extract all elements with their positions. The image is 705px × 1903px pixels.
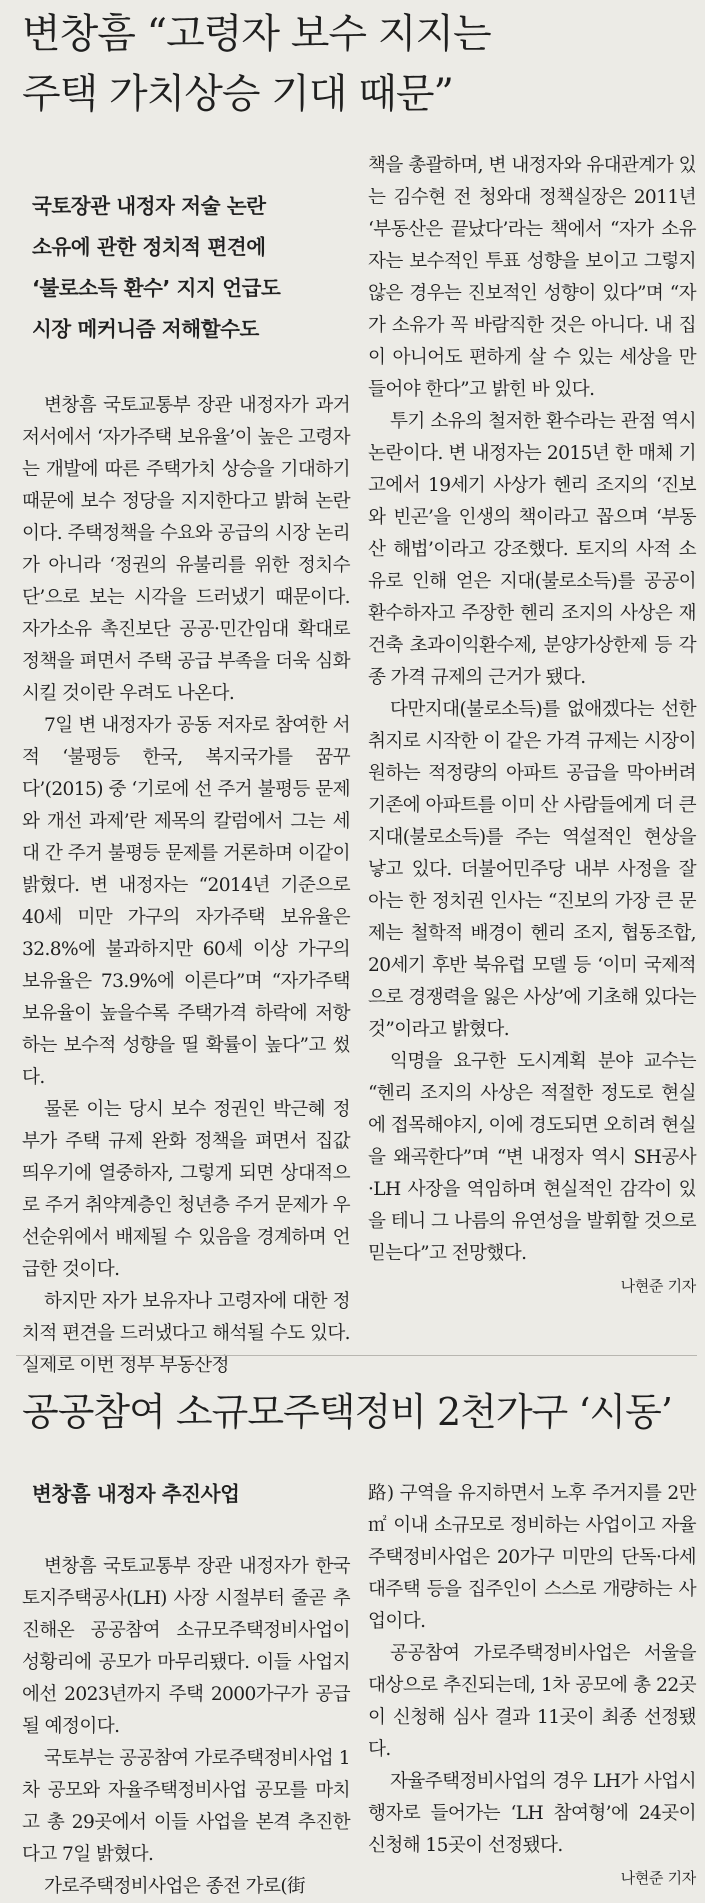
headline-1: [22, 4, 695, 124]
body-paragraph: 익명을 요구한 도시계획 분야 교수는 “헨리 조지의 사상은 적절한 정도로 현실에 접목해야지, 이에 경도되면 오히려 현실을 왜곡한다”며 “변 내정자 역시 SH공사·LH 사장을 역임하며 현실적인 감각이 있을 테니 그 나름의 유연성을 발휘할 것으로 믿는다”고 전망했다.: [368, 1051, 696, 1264]
body-paragraph: 변창흠 국토교통부 장관 내정자가 과거 저서에서 ‘자가주택 보유율’이 높은 고령자는 개발에 따른 주택가치 상승을 기대하기 때문에 보수 정당을 지지한다고 밝혀 논란이다. 주택정책을 수요와 공급의 시장 논리가 아니라 ‘정권의 유불리를 위한 정치수단’으로 보는 시각을 드러냈기 때문이다. 자가소유 촉진보단 공공·민간임대 확대로 정책을 펴면서 주택 공급 부족을 더욱 심화시킬 것이란 우려도 나온다.: [22, 395, 350, 704]
body-paragraph-continued: 路) 구역을 유지하면서 노후 주거지를 2만㎡ 이내 소규모로 정비하는 사업이고 자율주택정비사업은 20가구 미만의 단독·다세대주택 등을 집주인이 스스로 개량하는 사업이다.: [368, 1483, 696, 1632]
article-1-left-column: [22, 186, 350, 1382]
body-paragraph: 7일 변 내정자가 공동 저자로 참여한 서적 ‘불평등 한국, 복지국가를 꿈꾸다’(2015) 중 ‘기로에 선 주거 불평등 문제와 개선 과제’란 제목의 칼럼에서 그는 세대 간 주거 불평등 문제를 거론하며 이같이 밝혔다. 변 내정자는 “2014년 기준으로 40세 미만 가구의 자가주택 보유율은 32.8%에 불과하지만 60세 이상 가구의 보유율은 73.9%에 이른다”며 “자가주택 보유율이 높을수록 주택가격 하락에 저항하는 보수적 성향을 띨 확률이 높다”고 썼다.: [22, 715, 350, 1088]
body-paragraph: 변창흠 국토교통부 장관 내정자가 한국토지주택공사(LH) 사장 시절부터 줄곧 추진해온 공공참여 소규모주택정비사업이 성황리에 공모가 마무리됐다. 이들 사업지에선 2023년까지 주택 2000가구가 공급될 예정이다.: [22, 1556, 350, 1737]
byline: 나현준 기자: [620, 1869, 696, 1887]
body-paragraph: 공공참여 가로주택정비사업은 서울을 대상으로 추진되는데, 1차 공모에 총 22곳이 신청해 심사 결과 11곳이 최종 선정됐다.: [368, 1643, 696, 1760]
body-paragraph: 자율주택정비사업의 경우 LH가 사업시행자로 들어가는 ‘LH 참여형’에 24곳이 신청해 15곳이 선정됐다.: [368, 1771, 696, 1856]
subhead: 국토장관 내정자 저술 논란: [32, 194, 266, 218]
subhead: ‘불로소득 환수’ 지지 언급도: [32, 276, 281, 300]
byline: 나현준 기자: [620, 1277, 696, 1295]
headline-2: 공공참여 소규모주택정비 2천가구 ‘시동’: [22, 1390, 672, 1434]
subhead: 소유에 관한 정치적 편견에: [32, 235, 266, 259]
body-paragraph: 다만지대(불로소득)를 없애겠다는 선한 취지로 시작한 이 같은 가격 규제는 시장이 원하는 적정량의 아파트 공급을 막아버려 기존에 아파트를 이미 산 사람들에게 더 큰 지대(불로소득)를 주는 역설적인 현상을 낳고 있다. 더불어민주당 내부 사정을 잘 아는 한 정치권 인사는 “진보의 가장 큰 문제는 철학적 배경이 헨리 조지, 협동조합, 20세기 후반 북유럽 모델 등 ‘이미 국제적으로 경쟁력을 잃은 사상’에 기초해 있다는 것”이라고 밝혔다.: [368, 699, 696, 1040]
subhead: 변창흠 내정자 추진사업: [32, 1482, 240, 1506]
article-2-subhead: [22, 1474, 350, 1515]
body-paragraph-continued: 책을 총괄하며, 변 내정자와 유대관계가 있는 김수현 전 청와대 정책실장은 2011년 ‘부동산은 끝났다’라는 책에서 “자가 소유자는 보수적인 투표 성향을 보이고 그렇지 않은 경우는 진보적인 성향이 있다”며 “자가 소유가 꼭 바람직한 것은 아니다. 내 집이 아니어도 편하게 살 수 있는 세상을 만들어야 한다”고 밝힌 바 있다.: [368, 155, 696, 400]
body-paragraph: 투기 소유의 철저한 환수라는 관점 역시 논란이다. 변 내정자는 2015년 한 매체 기고에서 19세기 사상가 헨리 조지의 ‘진보와 빈곤’을 인생의 책이라고 꼽으며 ‘부동산 해법’이라고 강조했다. 토지의 사적 소유로 인해 얻은 지대(불로소득)를 공공이 환수하자고 주장한 헨리 조지의 사상은 재건축 초과이익환수제, 분양가상한제 등 각종 가격 규제의 근거가 됐다.: [368, 411, 696, 688]
article-divider: [16, 1355, 697, 1356]
body-paragraph: 국토부는 공공참여 가로주택정비사업 1차 공모와 자율주택정비사업 공모를 마치고 총 29곳에서 이들 사업을 본격 추진한다고 7일 밝혔다.: [22, 1748, 350, 1865]
article-1-subheads: [22, 186, 350, 350]
body-paragraph: 가로주택정비사업은 종전 가로(街: [44, 1876, 305, 1897]
article-1-right-column: [368, 150, 696, 1302]
article-2-left-column: [22, 1474, 350, 1903]
article-2-right-column: [368, 1478, 696, 1894]
subhead: 시장 메커니즘 저해할수도: [32, 317, 259, 341]
headline-1-line-1: 변창흠 “고령자 보수 지지는: [22, 11, 491, 57]
body-paragraph: 하지만 자가 보유자나 고령자에 대한 정치적 편견을 드러냈다고 해석될 수도 있다. 실제로 이번 정부 부동산정: [22, 1291, 350, 1376]
headline-1-line-2: 주택 가치상승 기대 때문”: [22, 71, 453, 117]
body-paragraph: 물론 이는 당시 보수 정권인 박근혜 정부가 주택 규제 완화 정책을 펴면서 집값 띄우기에 열중하자, 그렇게 되면 상대적으로 주거 취약계층인 청년층 주거 문제가 우선순위에서 배제될 수 있음을 경계하며 언급한 것이다.: [22, 1099, 350, 1280]
